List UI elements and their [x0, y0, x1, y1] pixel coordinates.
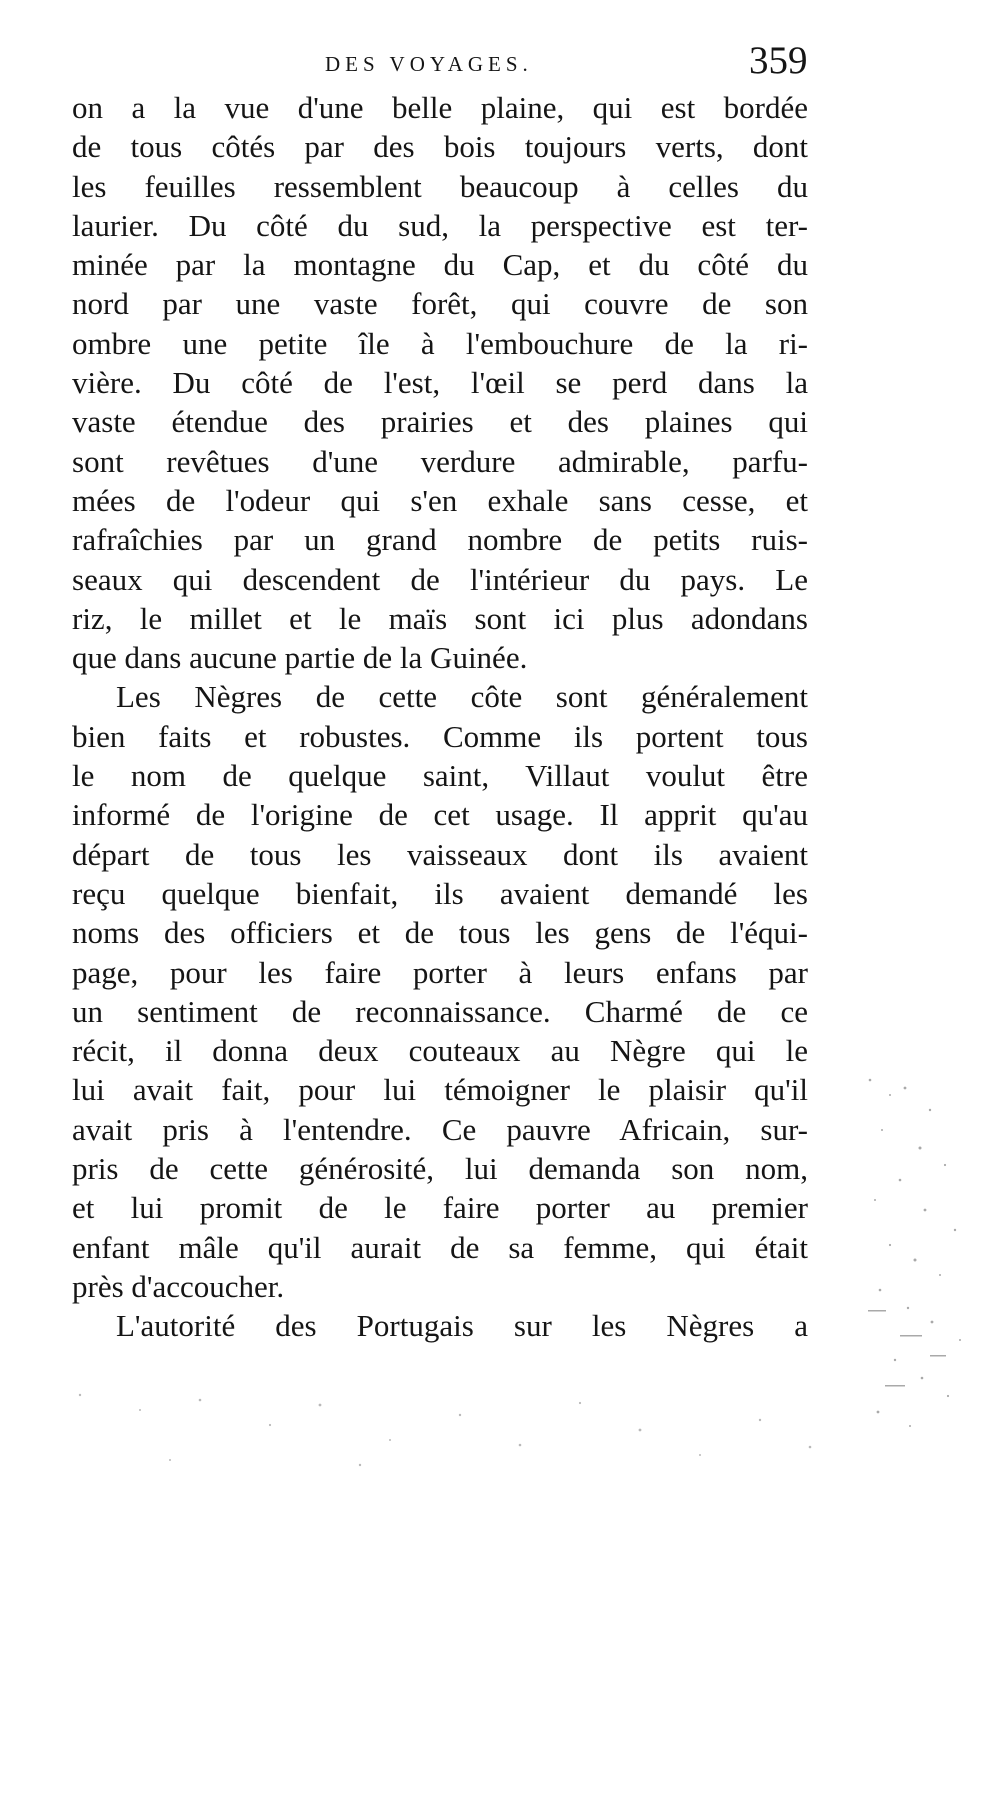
- text-line: récit, il donna deux couteaux au Nègre qui le: [72, 1033, 808, 1069]
- text-line: bien faits et robustes. Comme ils portent tous: [72, 718, 808, 754]
- text-line: sont revêtues d'une verdure admirable, parfu-: [72, 443, 808, 479]
- text-line: seaux qui descendent de l'intérieur du pays. Le: [72, 561, 808, 597]
- text-line: noms des officiers et de tous les gens de l'équi-: [72, 915, 808, 951]
- text-line: enfant mâle qu'il aurait de sa femme, qui était: [72, 1229, 808, 1265]
- text-line: informé de l'origine de cet usage. Il apprit qu'au: [72, 797, 808, 833]
- running-title: DES VOYAGES.: [325, 52, 533, 76]
- text-line: riz, le millet et le maïs sont ici plus adondans: [72, 600, 808, 636]
- text-line: le nom de quelque saint, Villaut voulut être: [72, 758, 808, 794]
- bleed-through-specks: [860, 1060, 980, 1440]
- text-line: et lui promit de le faire porter au premier: [72, 1190, 808, 1226]
- text-line: un sentiment de reconnaissance. Charmé de ce: [72, 993, 808, 1029]
- text-line: départ de tous les vaisseaux dont ils avaient: [72, 836, 808, 872]
- paragraph-start-line: Les Nègres de cette côte sont généralement: [116, 679, 808, 715]
- paragraph-end-line: que dans aucune partie de la Guinée.: [72, 640, 528, 676]
- text-line: les feuilles ressemblent beaucoup à celles du: [72, 168, 808, 204]
- text-line: reçu quelque bienfait, ils avaient demandé les: [72, 875, 808, 911]
- paragraph-end-line: près d'accoucher.: [72, 1268, 285, 1304]
- text-line: nord par une vaste forêt, qui couvre de son: [72, 286, 808, 322]
- text-line: mées de l'odeur qui s'en exhale sans cesse, et: [72, 482, 808, 518]
- text-line: vaste étendue des prairies et des plaines qui: [72, 404, 808, 440]
- paragraph-start-line: L'autorité des Portugais sur les Nègres a: [116, 1308, 808, 1344]
- scan-noise: [60, 1385, 840, 1475]
- text-line: de tous côtés par des bois toujours verts, dont: [72, 129, 808, 165]
- text-line: page, pour les faire porter à leurs enfans par: [72, 954, 808, 990]
- text-line: rafraîchies par un grand nombre de petits ruis-: [72, 522, 808, 558]
- text-line: on a la vue d'une belle plaine, qui est bordée: [72, 90, 808, 125]
- running-head: [0, 38, 1000, 88]
- page-number: 359: [749, 39, 808, 82]
- text-line: ombre une petite île à l'embouchure de la ri-: [72, 325, 808, 361]
- text-line: minée par la montagne du Cap, et du côté du: [72, 247, 808, 283]
- text-line: lui avait fait, pour lui témoigner le plaisir qu'il: [72, 1072, 808, 1108]
- text-line: pris de cette générosité, lui demanda son nom,: [72, 1151, 808, 1187]
- body-text: [72, 88, 808, 1346]
- text-line: vière. Du côté de l'est, l'œil se perd dans la: [72, 365, 808, 401]
- text-line: laurier. Du côté du sud, la perspective est ter-: [72, 207, 808, 243]
- text-line: avait pris à l'entendre. Ce pauvre Africain, sur-: [72, 1111, 808, 1147]
